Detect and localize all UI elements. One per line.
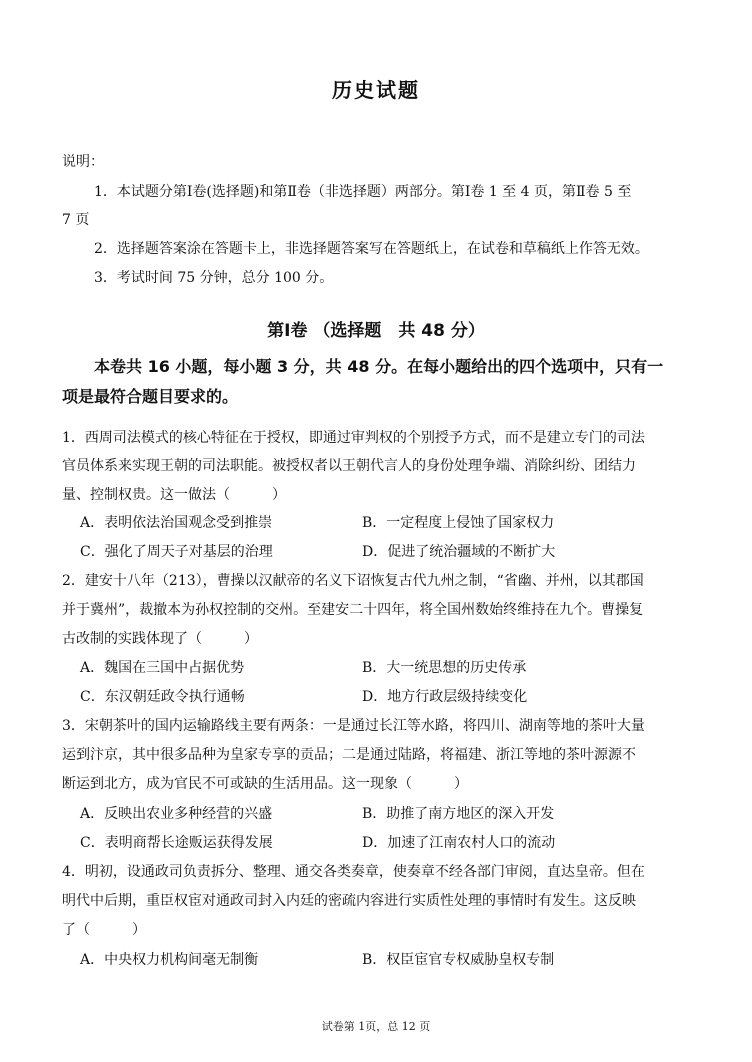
question-2-option-a[interactable]: A．魏国在三国中占据优势: [80, 660, 245, 676]
question-1-option-b[interactable]: B．一定程度上侵蚀了国家权力: [362, 515, 555, 531]
question-3-option-d[interactable]: D．加速了江南农村人口的流动: [362, 835, 556, 851]
note-item-1: 1．本试题分第Ⅰ卷(选择题)和第Ⅱ卷（非选择题）两部分。第Ⅰ卷 1 至 4 页，第Ⅱ卷 5 至: [94, 184, 632, 200]
question-1-line-1: 1．西周司法模式的核心特征在于授权，即通过审判权的个别授予方式，而不是建立专门的司法: [62, 430, 645, 446]
question-2-option-d[interactable]: D．地方行政层级持续变化: [362, 689, 528, 705]
question-3-line-3: 断运到北方，成为官民不可或缺的生活用品。这一现象（ ）: [62, 776, 468, 792]
section-instruction: 本卷共 16 小题，每小题 3 分，共 48 分。在每小题给出的四个选项中，只有一: [94, 357, 664, 376]
question-3-option-a[interactable]: A．反映出农业多种经营的兴盛: [80, 806, 273, 822]
question-4-line-1: 4．明初，设通政司负责拆分、整理、通交各类奏章，使奏章不经各部门审阅，直达皇帝。但在: [62, 864, 645, 880]
question-1-line-3: 量、控制权贵。这一做法（ ）: [62, 487, 286, 503]
question-1-option-c[interactable]: C．强化了周天子对基层的治理: [80, 544, 273, 560]
notes-heading: 说明：: [62, 154, 104, 170]
question-3-line-2: 运到汴京，其中很多品种为皇家专享的贡品；二是通过陆路，将福建、浙江等地的茶叶源源不: [62, 747, 636, 763]
note-item-1-cont: 7 页: [62, 212, 90, 228]
question-2-line-2: 并于冀州”，裁撤本为孙权控制的交州。至建安二十四年，将全国州数始终维持在九个。曹操复: [62, 602, 644, 618]
question-4-line-3: 了（ ）: [62, 922, 146, 938]
question-3-line-1: 3．宋朝茶叶的国内运输路线主要有两条：一是通过长江等水路，将四川、湖南等地的茶叶大量: [62, 718, 645, 734]
note-item-3: 3．考试时间 75 分钟，总分 100 分。: [94, 270, 334, 286]
question-4-option-b[interactable]: B．权臣宦官专权威胁皇权专制: [362, 952, 555, 968]
note-item-2: 2．选择题答案涂在答题卡上，非选择题答案写在答题纸上，在试卷和草稿纸上作答无效。: [94, 241, 649, 257]
question-4-option-a[interactable]: A．中央权力机构间毫无制衡: [80, 952, 259, 968]
question-3-option-b[interactable]: B．助推了南方地区的深入开发: [362, 806, 555, 822]
question-1-line-2: 官员体系来实现王朝的司法职能。被授权者以王朝代言人的身份处理争端、消除纠纷、团结力: [62, 458, 636, 474]
question-3-option-c[interactable]: C．表明商帮长途贩运获得发展: [80, 835, 273, 851]
section-heading: 第Ⅰ卷 （选择题 共 48 分）: [267, 321, 485, 341]
question-1-option-a[interactable]: A．表明依法治国观念受到推崇: [80, 515, 273, 531]
question-2-option-b[interactable]: B．大一统思想的历史传承: [362, 660, 527, 676]
page-title: 历史试题: [332, 78, 420, 102]
section-instruction-cont: 项是最符合题目要求的。: [62, 387, 239, 406]
page-footer: 试卷第 1页，总 12 页: [321, 1020, 431, 1033]
question-2-option-c[interactable]: C．东汉朝廷政令执行通畅: [80, 689, 245, 705]
question-1-option-d[interactable]: D．促进了统治疆域的不断扩大: [362, 544, 556, 560]
question-4-line-2: 明代中后期，重臣权宦对通政司封入内廷的密疏内容进行实质性处理的事情时有发生。这反映: [62, 893, 636, 909]
question-2-line-1: 2．建安十八年（213），曹操以汉献帝的名义下诏恢复古代九州之制，“省幽、并州，以其郡国: [62, 573, 644, 589]
question-2-line-3: 古改制的实践体现了（ ）: [62, 631, 258, 647]
